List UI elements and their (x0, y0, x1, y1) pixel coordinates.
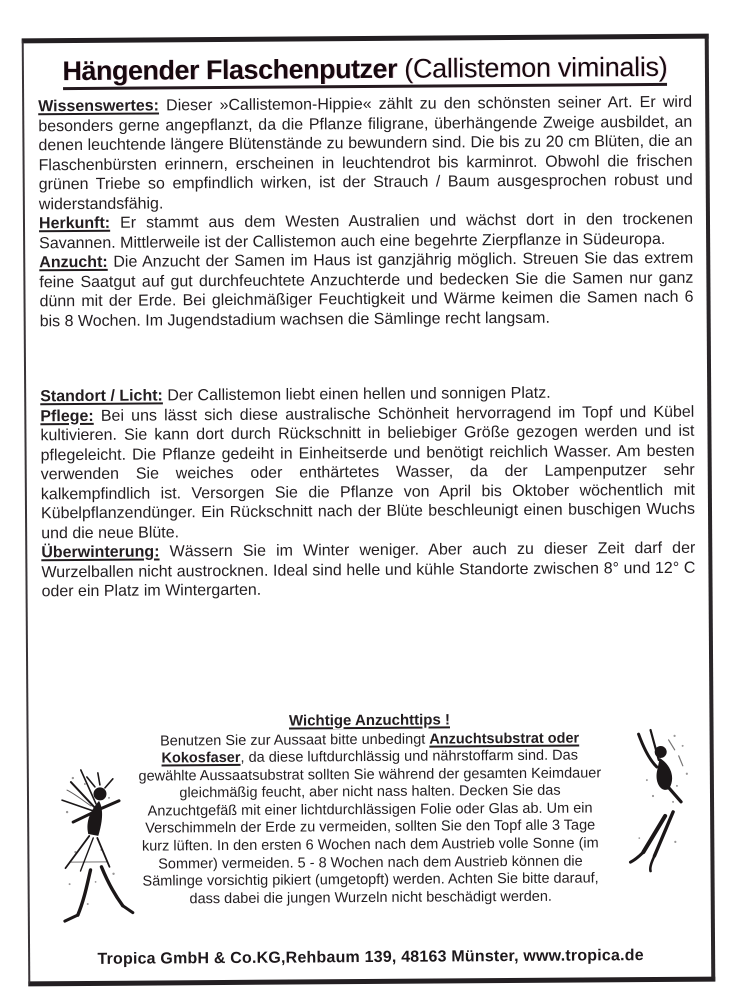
page-title (38, 51, 692, 88)
section-ueberwinterung-text: Wässern Sie im Winter weniger. Aber auch zu dieser Zeit darf der Wurzelballen nicht austrocknen. Ideal sind helle und kühle Standorte zwischen 8° und 12° C oder ein Platz im Wintergarten. (41, 539, 696, 601)
section-anzucht-label: Anzucht: (39, 253, 108, 272)
section-pflege-text: Bei uns lässt sich diese australische Schönheit hervorragend im Topf und Kübel kultivieren. Sie kann dort durch Rückschnitt in beliebiger Größe gezogen werden und ist pflegeleicht. Die Pflanze gedeiht in Einheitserde und benötigt reichlich Wasser. Am besten verwenden Sie weiches oder enthärtetes Wasser, da der Lampenputzer sehr kalkempfindlich ist. Versorgen Sie die Pflanze von April bis Oktober wöchentlich mit Kübelpflanzendünger. Ein Rückschnitt nach der Blüte beschleunigt einen buschigen Wuchs und die neue Blüte. (40, 403, 696, 542)
section-ueberwinterung-label: Überwinterung: (41, 543, 160, 562)
document-body (38, 93, 696, 602)
tips-section (42, 709, 697, 909)
tips-emphasis-text: Anzuchtsubstrat oder Kokosfaser (161, 730, 580, 767)
fairy-dancer-icon (49, 753, 138, 949)
section-wissenswertes (38, 93, 693, 215)
tips-heading: Wichtige Anzuchttips ! (288, 710, 451, 730)
fairy-dancer-icon (622, 721, 699, 897)
section-wissenswertes-text: Dieser »Callistemon-Hippie« zählt zu den schönsten seiner Art. Er wird besonders gerne angepflanzt, da die Pflanze filigrane, überhängende Zweige ausbildet, an denen leuchtende längere Blütenstände zu bewundern sind. Die bis zu 20 cm Blüten, die an Flaschenbürsten erinnern, erscheinen in leuchtendrot bis karminrot. Obwohl die frischen grünen Triebe so empfindlich wirken, ist der Strauch / Baum ausgesprochen robust und widerstandsfähig. (38, 93, 693, 213)
section-pflege (40, 402, 695, 543)
section-wissenswertes-label: Wissenswertes: (38, 97, 160, 116)
section-standort-licht-text: Der Callistemon liebt einen hellen und sonnigen Platz. (162, 384, 551, 405)
section-standort-licht-label: Standort / Licht: (40, 387, 163, 406)
tips-paragraph (135, 730, 606, 909)
document-frame (22, 34, 716, 987)
section-ueberwinterung (41, 539, 695, 602)
section-pflege-label: Pflege: (40, 407, 94, 425)
section-herkunft-label: Herkunft: (38, 214, 111, 233)
section-herkunft (39, 210, 693, 254)
tips-intro-text: Benutzen Sie zur Aussaat bitte unbedingt (160, 731, 430, 749)
tips-body-text: , da diese luftdurchlässig und nährstoffarm sind. Das gewählte Aussaatsubstrat sollten Sie während der gesamten Keimdauer gleichmäßig feucht, aber nicht nass halten. Decken Sie das Anzuchtgefäß mit einer lichtdurchlässigen Folie oder Glas ab. Um ein Verschimmeln der Erde zu vermeiden, sollten Sie den Topf alle 3 Tage kurz lüften. In den ersten 6 Wochen nach dem Austrieb volle Sonne (im Sommer) vermeiden. 5 - 8 Wochen nach dem Austrieb können die Sämlinge vorsichtig pikiert (umgetopft) werden. Achten Sie bitte darauf, dass dabei die jungen Wurzeln nicht beschädigt werden. (138, 747, 602, 908)
footer-company-line: Tropica GmbH & Co.KG,Rehbaum 139, 48163 Münster, www.tropica.de (97, 947, 644, 968)
section-anzucht-text: Die Anzucht der Samen im Haus ist ganzjährig möglich. Streuen Sie das extrem feine Saatgut auf gut durchfeuchtete Anzuchterde und bedecken Sie die Samen nur ganz dünn mit der Erde. Bei gleichmäßiger Feuchtigkeit und Wärme keimen die Samen nach 6 bis 8 Wochen. Im Jugendstadium wachsen die Sämlinge recht langsam. (39, 249, 694, 330)
section-herkunft-text: Er stammt aus dem Westen Australien und wächst dort in den trockenen Savannen. Mittlerweile ist der Callistemon auch eine begehrte Zierpflanze in Südeuropa. (39, 210, 694, 252)
page-title-latin: (Callistemon viminalis) (396, 51, 668, 84)
page-title-main: Hängender Flaschenputzer (62, 53, 398, 87)
section-anzucht (39, 249, 694, 332)
